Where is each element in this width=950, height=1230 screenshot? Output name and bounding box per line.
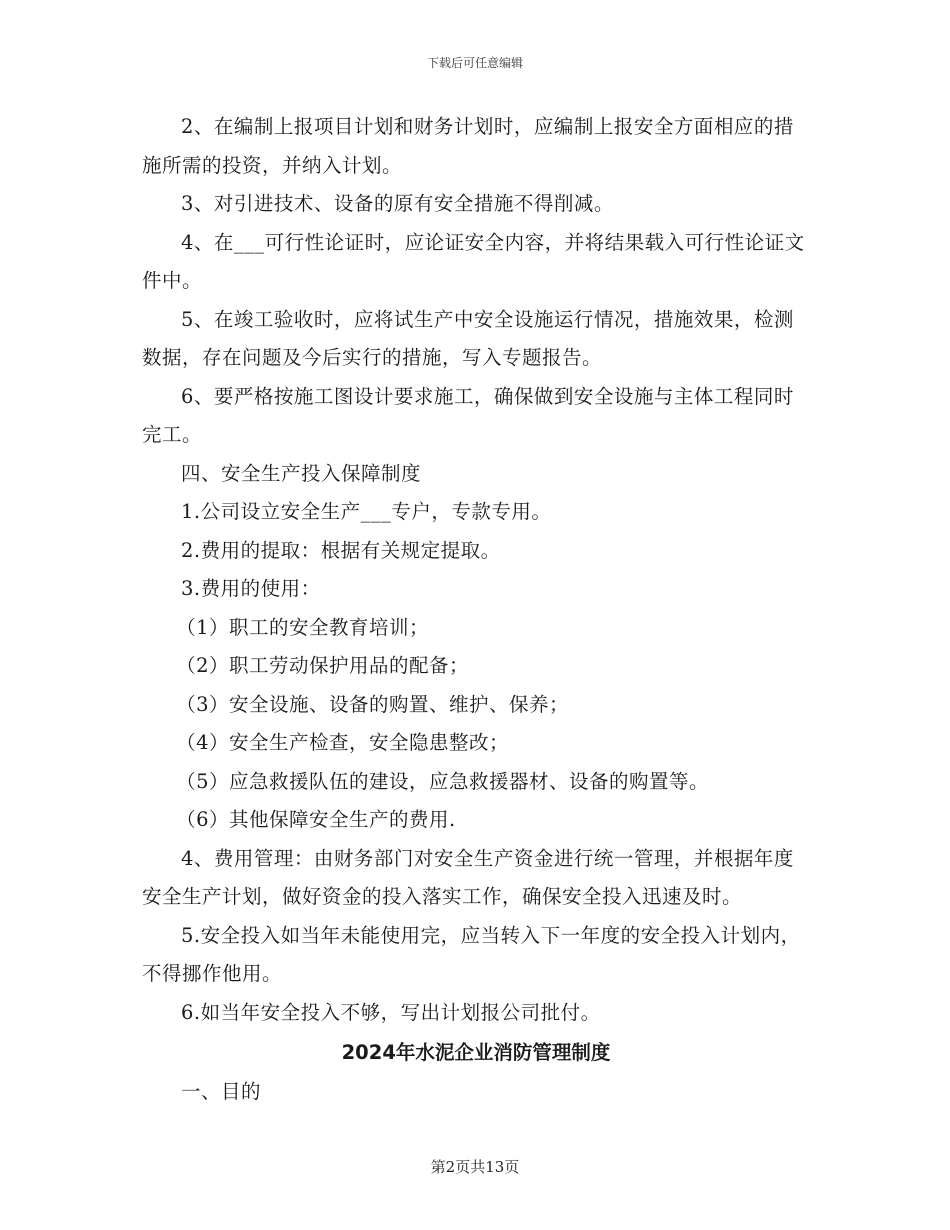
section-first-heading: 一、目的: [181, 1079, 262, 1103]
investment-rule-3: 3.费用的使用：: [181, 577, 321, 600]
paragraph-item-3: 3、对引进技术、设备的原有安全措施不得削减。: [181, 192, 614, 215]
usage-item-1: （1）职工的安全教育培训；: [176, 615, 430, 639]
investment-rule-5: 5.安全投入如当年未能使用完，应当转入下一年度的安全投入计划内，不得挪作他用。: [142, 923, 801, 985]
paragraph-item-5: 5、在竣工验收时，应将试生产中安全设施运行情况，措施效果，检测数据，存在问题及今后实行的措施，写入专题报告。: [142, 307, 794, 369]
investment-rule-1: 1.公司设立安全生产___专户，专款专用。: [181, 500, 552, 523]
page-header-note: 下载后可任意编辑: [426, 56, 523, 70]
page-number-indicator: 第2页共13页: [430, 1158, 520, 1176]
usage-item-2: （2）职工劳动保护用品的配备；: [176, 654, 470, 677]
paragraph-item-2: 2、在编制上报项目计划和财务计划时，应编制上报安全方面相应的措施所需的投资，并纳入计划。: [142, 115, 794, 177]
investment-rule-2: 2.费用的提取：根据有关规定提取。: [181, 538, 501, 562]
investment-rule-4: 4、费用管理：由财务部门对安全生产资金进行统一管理，并根据年度安全生产计划，做好资金的投入落实工作，确保安全投入迅速及时。: [142, 846, 794, 908]
usage-item-6: （6）其他保障安全生产的费用.: [176, 808, 456, 831]
document-body: [142, 108, 810, 1111]
investment-rule-6: 6.如当年安全投入不够，写出计划报公司批付。: [181, 1000, 601, 1024]
usage-item-3: （3）安全设施、设备的购置、维护、保养；: [176, 692, 570, 716]
section-heading-4: 四、安全生产投入保障制度: [181, 461, 422, 485]
paragraph-item-4: 4、在___可行性论证时，应论证安全内容，并将结果载入可行性论证文件中。: [142, 230, 805, 292]
usage-item-4: （4）安全生产检查，安全隐患整改；: [176, 731, 510, 754]
paragraph-item-6: 6、要严格按施工图设计要求施工，确保做到安全设施与主体工程同时完工。: [142, 384, 794, 446]
usage-item-5: （5）应急救援队伍的建设，应急救援器材、设备的购置等。: [176, 769, 710, 793]
document-section-title: 2024年水泥企业消防管理制度: [341, 1041, 611, 1064]
